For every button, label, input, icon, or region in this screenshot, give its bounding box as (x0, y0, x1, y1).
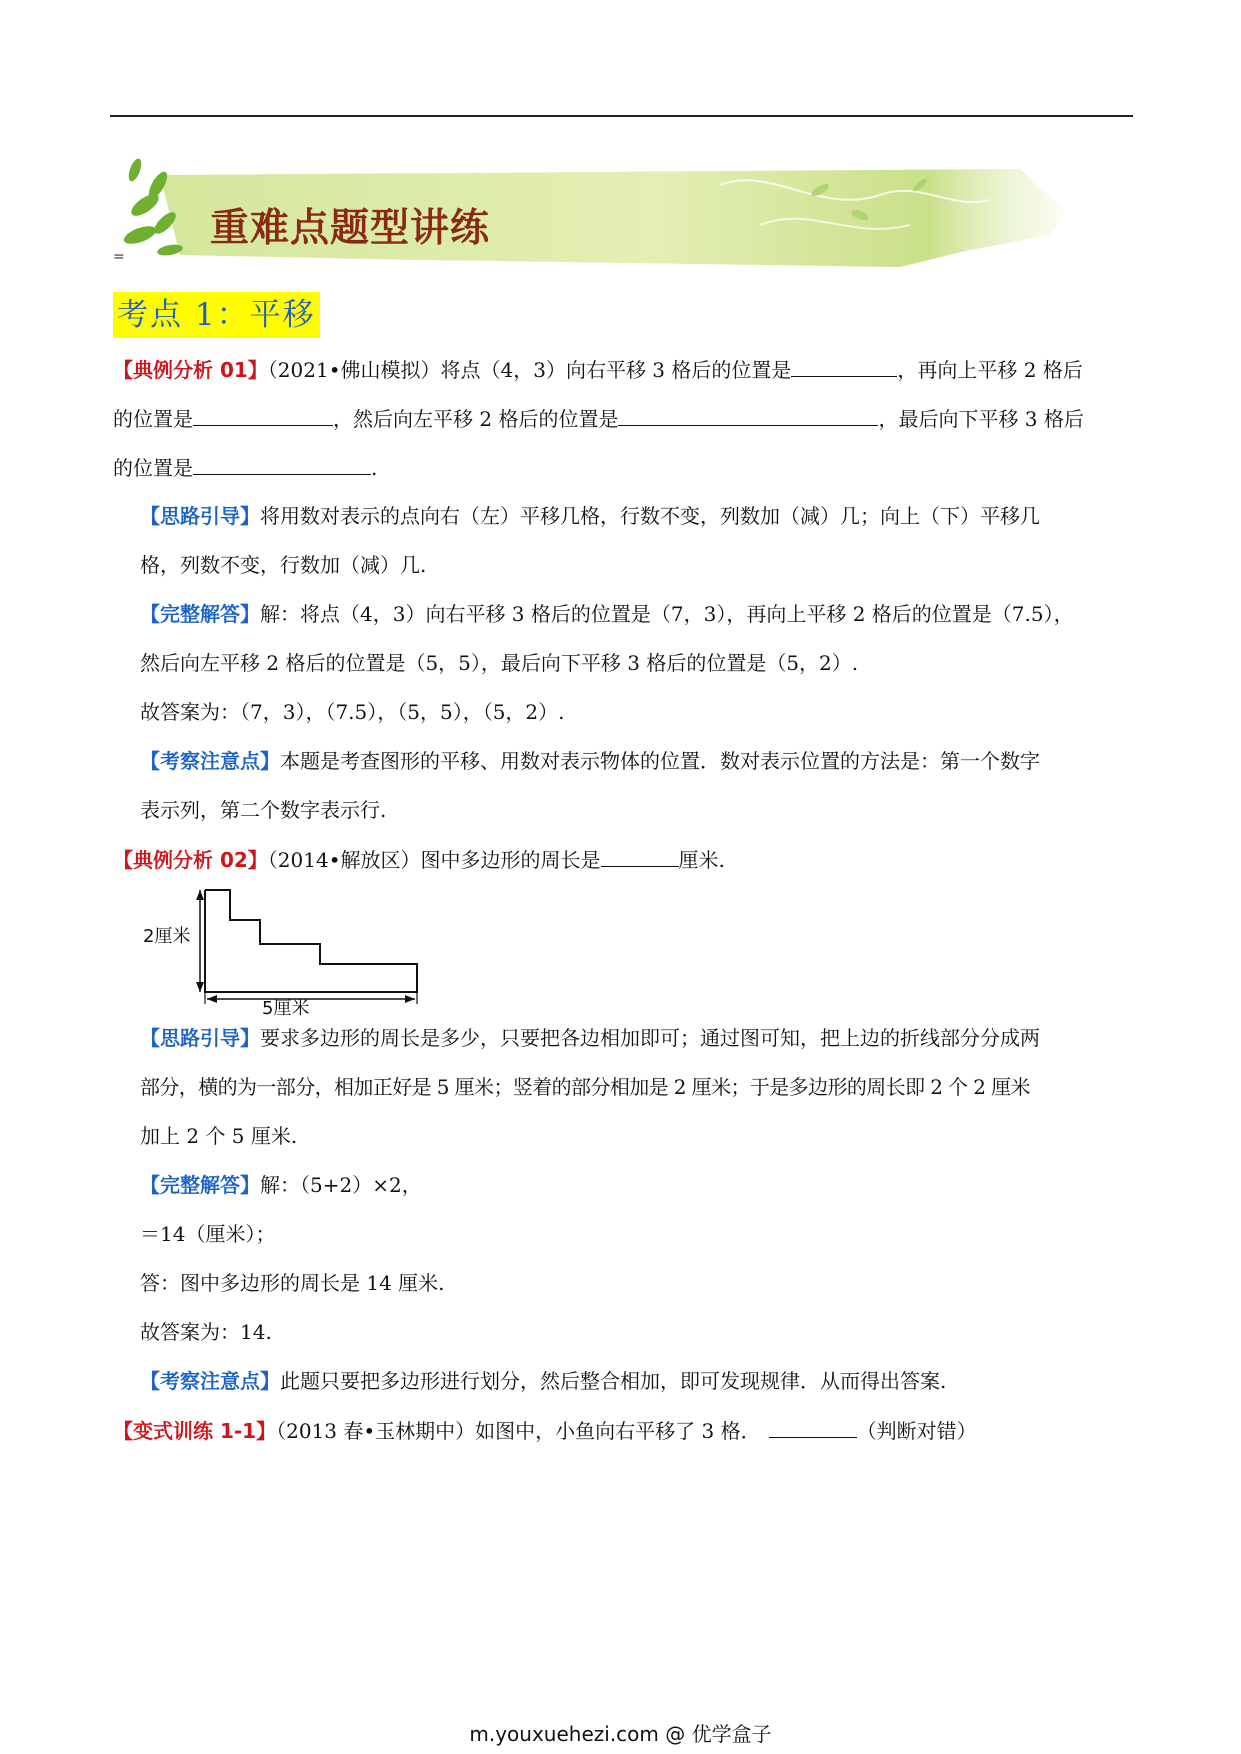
width-arrow-right (405, 995, 415, 1003)
answer2-line1 (140, 1170, 422, 1200)
guide1-line1 (140, 501, 1040, 531)
staircase-polygon (205, 890, 417, 992)
ex1-text-c: 的位置是 (113, 407, 193, 431)
ex1-line1 (113, 354, 1083, 385)
width-arrow-left (207, 995, 217, 1003)
answer1-line2: 然后向左平移 2 格后的位置是（5，5），最后向下平移 3 格后的位置是（5，2）. (140, 651, 859, 675)
section-title: 考点 1：平移 (113, 292, 320, 338)
guide1-tag: 【思路引导】 (140, 504, 260, 528)
answer-blank-6[interactable] (769, 1415, 857, 1438)
guide2-tag: 【思路引导】 (140, 1026, 260, 1050)
ex1-text-a: （2021•佛山模拟）将点（4，3）向右平移 3 格后的位置是 (267, 358, 792, 382)
ex1-line3 (113, 452, 377, 483)
ex1-tag: 【典例分析 01】 (113, 358, 268, 382)
height-arrow-up (196, 890, 204, 900)
ex2-tag: 【典例分析 02】 (113, 848, 268, 872)
top-rule (110, 115, 1133, 117)
answer2-line4: 故答案为：14. (140, 1320, 272, 1344)
var1-line1 (113, 1415, 977, 1446)
note1-tag: 【考察注意点】 (140, 749, 280, 773)
answer-blank-4[interactable] (193, 452, 371, 475)
height-arrow-down (196, 982, 204, 992)
answer2-text-1: 解：（5+2）×2， (260, 1173, 422, 1197)
guide2-line2: 部分，横的为一部分，相加正好是 5 厘米；竖着的部分相加是 2 厘米；于是多边形的周长即 2 个 2 厘米 (140, 1075, 1030, 1099)
answer-blank-3[interactable] (618, 403, 878, 426)
note2-line1 (140, 1366, 946, 1396)
ex1-text-f: 的位置是 (113, 456, 193, 480)
ex1-text-d: ，然后向左平移 2 格后的位置是 (333, 407, 619, 431)
ex2-line1 (113, 844, 725, 875)
answer1-line3: 故答案为：（7，3），（7.5），（5，5），（5，2）. (140, 700, 565, 724)
answer-blank-1[interactable] (791, 354, 897, 377)
ex2-text-b: 厘米. (678, 848, 725, 872)
note1-line1 (140, 746, 1040, 776)
note1-text-1: 本题是考查图形的平移、用数对表示物体的位置．数对表示位置的方法是：第一个数字 (280, 749, 1040, 773)
note2-tag: 【考察注意点】 (140, 1369, 280, 1393)
answer-blank-2[interactable] (193, 403, 333, 426)
ex1-text-g: . (371, 456, 378, 480)
guide1-line2: 格，列数不变，行数加（减）几. (140, 553, 427, 577)
ex1-line2 (113, 403, 1084, 434)
guide1-text-1: 将用数对表示的点向右（左）平移几格，行数不变，列数加（减）几；向上（下）平移几 (260, 504, 1040, 528)
width-label: 5厘米 (262, 998, 310, 1019)
note2-text-1: 此题只要把多边形进行划分，然后整合相加，即可发现规律．从而得出答案. (280, 1369, 947, 1393)
answer-blank-5[interactable] (601, 844, 679, 867)
answer1-text-1: 解：将点（4，3）向右平移 3 格后的位置是（7，3），再向上平移 2 格后的位置是（7.5）， (260, 602, 1074, 626)
answer2-line2: ＝14（厘米）； (140, 1222, 276, 1246)
height-label: 2厘米 (143, 926, 191, 947)
small-mark: = (113, 249, 125, 265)
var1-text-a: （2013 春•玉林期中）如图中，小鱼向右平移了 3 格． (276, 1419, 761, 1443)
answer2-line3: 答：图中多边形的周长是 14 厘米. (140, 1271, 445, 1295)
banner-title: 重难点题型讲练 (210, 206, 491, 251)
answer1-line1 (140, 599, 1074, 629)
var1-text-b: （判断对错） (856, 1419, 977, 1443)
guide2-line3: 加上 2 个 5 厘米. (140, 1124, 298, 1148)
polygon-figure (140, 882, 440, 1019)
footer-watermark: m.youxuehezi.com @ 优学盒子 (469, 1722, 772, 1746)
note1-line2: 表示列，第二个数字表示行. (140, 798, 387, 822)
ex2-text-a: （2014•解放区）图中多边形的周长是 (267, 848, 601, 872)
var1-tag: 【变式训练 1-1】 (113, 1419, 277, 1443)
guide2-text-1: 要求多边形的周长是多少，只要把各边相加即可；通过图可知，把上边的折线部分分成两 (260, 1026, 1040, 1050)
ex1-text-b: ，再向上平移 2 格后 (897, 358, 1083, 382)
answer2-tag: 【完整解答】 (140, 1173, 260, 1197)
answer1-tag: 【完整解答】 (140, 602, 260, 626)
ex1-text-e: ，最后向下平移 3 格后 (878, 407, 1084, 431)
guide2-line1 (140, 1023, 1040, 1053)
